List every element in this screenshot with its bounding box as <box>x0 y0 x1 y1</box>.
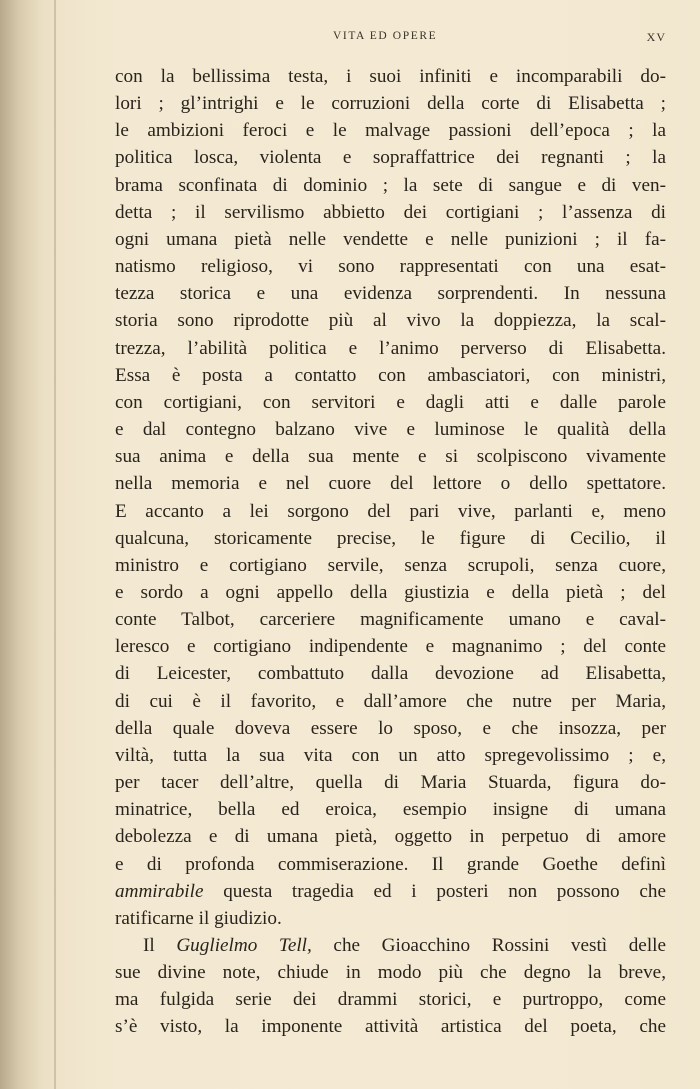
text-line: e sordo a ogni appello della giustizia e della pietà ; del <box>115 581 666 603</box>
text-line-paragraph-end: ratificarne il giudizio. <box>115 907 282 929</box>
text-line: tezza storica e una evidenza sorprendenti. In nessuna <box>115 283 666 305</box>
text-line: trezza, l’abilità politica e l’animo perverso di Elisabetta. <box>115 337 666 359</box>
text-line: sue divine note, chiude in modo più che degno la breve, <box>115 962 666 984</box>
text-line: Essa è posta a contatto con ambasciatori, con ministri, <box>115 364 666 386</box>
italic-title: Guglielmo Tell, <box>176 935 312 956</box>
text-line: sua anima e della sua mente e si scolpiscono vivamente <box>115 446 666 468</box>
italic-title: ammirabile <box>115 880 204 902</box>
text-line: con la bellissima testa, i suoi infiniti e incomparabili do- <box>115 66 666 87</box>
text-line: leresco e cortigiano indipendente e magnanimo ; del conte <box>115 636 666 658</box>
text-line: di Leicester, combattuto dalla devozione ad Elisabetta, <box>115 663 666 685</box>
text-line: qualcuna, storicamente precise, le figure di Cecilio, il <box>115 527 666 549</box>
text-line: s’è visto, la imponente attività artistica del poeta, che <box>115 1016 666 1038</box>
text-line: nella memoria e nel cuore del lettore o dello spettatore. <box>115 473 666 495</box>
text-line-paragraph-start: Il Guglielmo Tell, che Gioacchino Rossini vestì delle <box>143 935 666 956</box>
text-line: ma fulgida serie dei drammi storici, e purtroppo, come <box>115 989 666 1011</box>
running-title: VITA ED OPERE <box>333 30 438 42</box>
binding-shadow <box>0 0 42 1089</box>
text-line: della quale doveva essere lo sposo, e che insozza, per <box>115 717 666 739</box>
text-line: e dal contegno balzano vive e luminose le qualità della <box>115 419 666 441</box>
text-line: conte Talbot, carceriere magnificamente umano e caval- <box>115 609 666 631</box>
text-line: ammirabile questa tragedia ed i posteri non possono che <box>115 880 666 902</box>
text-line: le ambizioni feroci e le malvage passioni dell’epoca ; la <box>115 120 666 142</box>
text-line: storia sono riprodotte più al vivo la doppiezza, la scal- <box>115 310 666 332</box>
text-line: debolezza e di umana pietà, oggetto in perpetuo di amore <box>115 826 666 848</box>
binding-edge <box>54 0 56 1089</box>
page-number: XV <box>646 30 666 44</box>
text-line: lori ; gl’intrighi e le corruzioni della corte di Elisabetta ; <box>115 93 666 115</box>
text-line: brama sconfinata di dominio ; la sete di sangue e di ven- <box>115 174 666 196</box>
text-line: di cui è il favorito, e dall’amore che nutre per Maria, <box>115 690 666 712</box>
text-line: viltà, tutta la sua vita con un atto spregevolissimo ; e, <box>115 744 666 766</box>
text-line: politica losca, violenta e sopraffattrice dei regnanti ; la <box>115 147 666 169</box>
text-line: natismo religioso, vi sono rappresentati con una esat- <box>115 256 666 278</box>
body-text <box>115 63 666 1041</box>
text-line: minatrice, bella ed eroica, esempio insigne di umana <box>115 799 666 821</box>
running-head <box>0 30 700 46</box>
text-line: E accanto a lei sorgono del pari vive, parlanti e, meno <box>115 500 666 522</box>
text-line: e di profonda commiserazione. Il grande Goethe definì <box>115 853 666 875</box>
text-line: ogni umana pietà nelle vendette e nelle punizioni ; il fa- <box>115 228 666 250</box>
text-line: ministro e cortigiano servile, senza scrupoli, senza cuore, <box>115 554 666 576</box>
text-line: con cortigiani, con servitori e dagli atti e dalle parole <box>115 391 666 413</box>
text-line: per tacer dell’altre, quella di Maria Stuarda, figura do- <box>115 772 666 794</box>
text-line: detta ; il servilismo abbietto dei cortigiani ; l’assenza di <box>115 201 666 223</box>
